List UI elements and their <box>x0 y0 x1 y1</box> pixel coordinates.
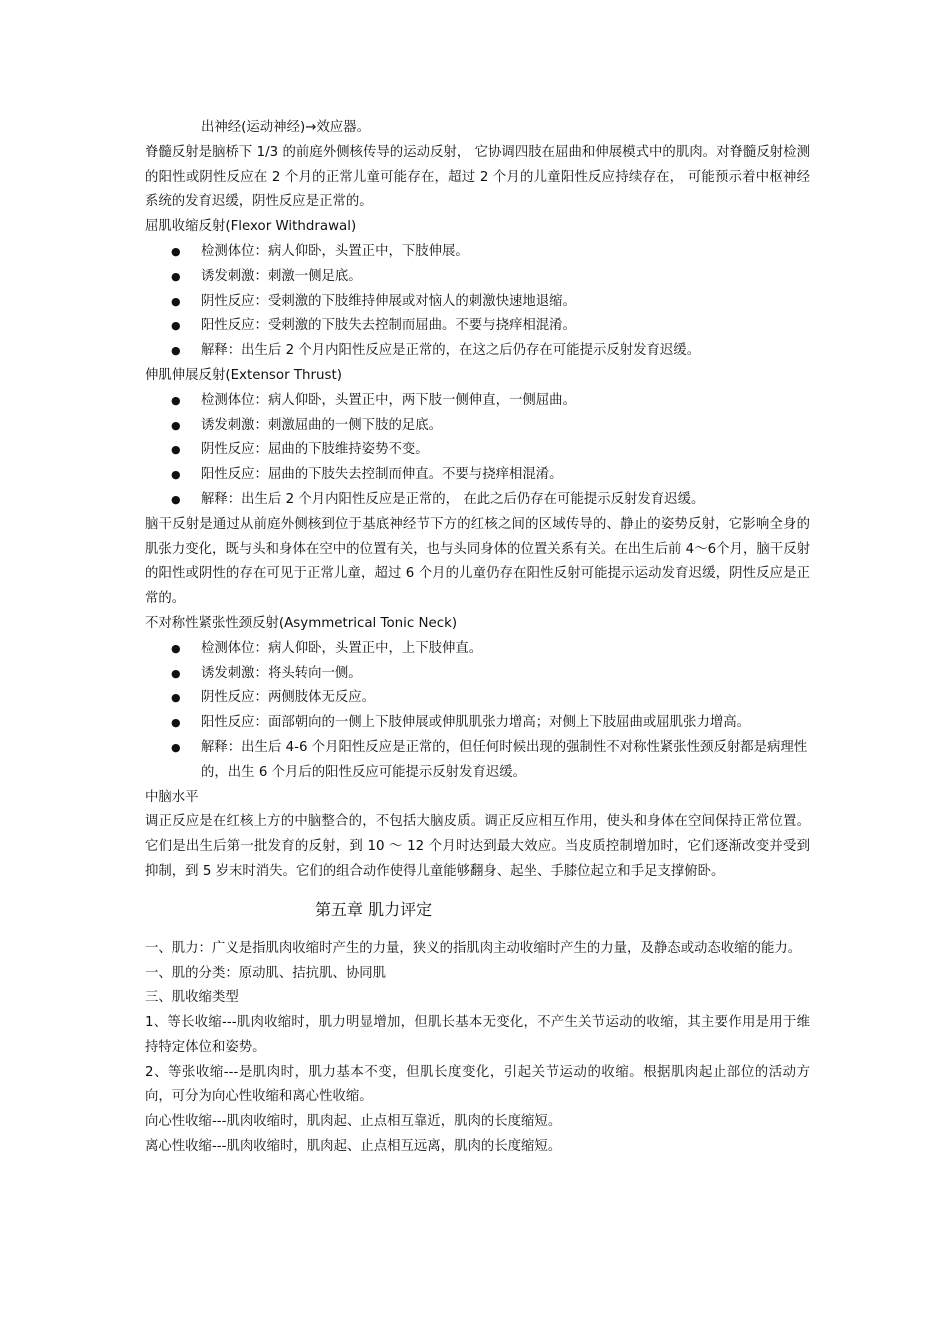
flexor-withdrawal-list <box>145 240 810 364</box>
list-item: ● 解释：出生后 4-6 个月阳性反应是正常的，但任何时候出现的强制性不对称性紧张性颈反射都是病理性的，出生 6 个月后的阳性反应可能提示反射发育迟缓。 <box>145 736 810 786</box>
list-item: ● 阴性反应：受刺激的下肢维持伸展或对恼人的刺激快速地退缩。 <box>145 290 810 315</box>
extensor-thrust-list <box>145 389 810 513</box>
list-item: ● 诱发刺激：将头转向一侧。 <box>145 662 810 687</box>
list-item: ● 解释：出生后 2 个月内阳性反应是正常的， 在此之后仍存在可能提示反射发育迟缓。 <box>145 488 810 513</box>
bullet-icon: ● <box>171 418 181 432</box>
bullet-icon: ● <box>171 641 181 655</box>
list-item: ● 阳性反应：面部朝向的一侧上下肢伸展或伸肌肌张力增高；对侧上下肢屈曲或屈肌张力增高。 <box>145 711 810 736</box>
extensor-thrust-heading: 伸肌伸展反射(Extensor Thrust) <box>145 367 342 383</box>
list-item: ● 检测体位：病人仰卧，头置正中，上下肢伸直。 <box>145 637 810 662</box>
list-item: ● 阳性反应：受刺激的下肢失去控制而屈曲。不要与挠痒相混淆。 <box>145 314 810 339</box>
bullet-icon: ● <box>171 691 181 705</box>
list-item: ● 阴性反应：两侧肢体无反应。 <box>145 686 810 711</box>
list-item: ● 解释：出生后 2 个月内阳性反应是正常的，在这之后仍存在可能提示反射发育迟缓。 <box>145 339 810 364</box>
bullet-icon: ● <box>171 244 181 258</box>
chapter-line: 离心性收缩---肌肉收缩时，肌肉起、止点相互远离，肌肉的长度缩短。 <box>145 1139 562 1155</box>
continuation-line: 出神经(运动神经)→效应器。 <box>201 120 370 135</box>
list-item: ● 检测体位：病人仰卧，头置正中，两下肢一侧伸直，一侧屈曲。 <box>145 389 810 414</box>
bullet-icon: ● <box>171 393 181 407</box>
chapter-line: 一、肌力：广义是指肌肉收缩时产生的力量，狭义的指肌肉主动收缩时产生的力量，及静态或动态收缩的能力。 <box>145 940 802 956</box>
chapter-line: 三、肌收缩类型 <box>145 990 239 1006</box>
flexor-withdrawal-heading: 屈肌收缩反射(Flexor Withdrawal) <box>145 219 357 235</box>
chapter-line: 1、等长收缩---肌肉收缩时，肌力明显增加，但肌长基本无变化，不产生关节运动的收缩，其主要作用是用于维持特定体位和姿势。 <box>145 1015 810 1055</box>
list-item: ● 阴性反应：屈曲的下肢维持姿势不变。 <box>145 438 810 463</box>
bullet-icon: ● <box>171 443 181 457</box>
midbrain-heading: 中脑水平 <box>145 789 199 805</box>
list-item: ● 诱发刺激：刺激一侧足底。 <box>145 265 810 290</box>
bullet-icon: ● <box>171 666 181 680</box>
bullet-icon: ● <box>171 269 181 283</box>
bullet-icon: ● <box>171 468 181 482</box>
spinal-reflex-paragraph: 脊髓反射是脑桥下 1/3 的前庭外侧核传导的运动反射， 它协调四肢在屈曲和伸展模式中的肌肉。对脊髓反射检测的阳性或阴性反应在 2 个月的正常儿童可能存在，超过 2 个月的儿童阳性反应持续存在， 可能预示着中枢神经系统的发育迟缓，阴性反应是正常的。 <box>145 144 810 210</box>
chapter-title: 第五章 肌力评定 <box>315 899 433 919</box>
chapter-line: 一、肌的分类：原动肌、拮抗肌、协同肌 <box>145 965 387 981</box>
bullet-icon: ● <box>171 319 181 333</box>
bullet-icon: ● <box>171 492 181 506</box>
midbrain-paragraph: 调正反应是在红核上方的中脑整合的，不包括大脑皮质。调正反应相互作用，使头和身体在空间保持正常位置。它们是出生后第一批发育的反射，到 10 ～ 12 个月时达到最大效应。当皮质控制增加时，它们逐渐改变并受到抑制，到 5 岁末时消失。它们的组合动作使得儿童能够翻身、起坐、手膝位起立和手足支撑俯卧。 <box>145 814 810 879</box>
atnr-heading: 不对称性紧张性颈反射(Asymmetrical Tonic Neck) <box>145 615 458 631</box>
chapter-line: 2、等张收缩---是肌肉时，肌力基本不变，但肌长度变化，引起关节运动的收缩。根据肌肉起止部位的活动方向，可分为向心性收缩和离心性收缩。 <box>145 1064 810 1105</box>
atnr-list <box>145 637 810 786</box>
bullet-icon: ● <box>171 716 181 730</box>
list-item: ● 阳性反应：屈曲的下肢失去控制而伸直。不要与挠痒相混淆。 <box>145 463 810 488</box>
bullet-icon: ● <box>171 344 181 358</box>
list-item: ● 检测体位：病人仰卧，头置正中，下肢伸展。 <box>145 240 810 265</box>
chapter-line: 向心性收缩---肌肉收缩时，肌肉起、止点相互靠近，肌肉的长度缩短。 <box>145 1114 562 1130</box>
bullet-icon: ● <box>171 294 181 308</box>
brainstem-reflex-paragraph: 脑干反射是通过从前庭外侧核到位于基底神经节下方的红核之间的区域传导的、静止的姿势反射，它影响全身的肌张力变化，既与头和身体在空中的位置有关，也与头同身体的位置关系有关。在出生后前 4～6个月，脑干反射的阳性或阴性的存在可见于正常儿童，超过 6 个月的儿童仍存在阳性反射可能提示运动发育迟缓，阴性反应是正常的。 <box>145 516 810 607</box>
document-page <box>145 116 810 1160</box>
list-item: ● 诱发刺激：刺激屈曲的一侧下肢的足底。 <box>145 414 810 439</box>
bullet-icon: ● <box>171 740 181 754</box>
